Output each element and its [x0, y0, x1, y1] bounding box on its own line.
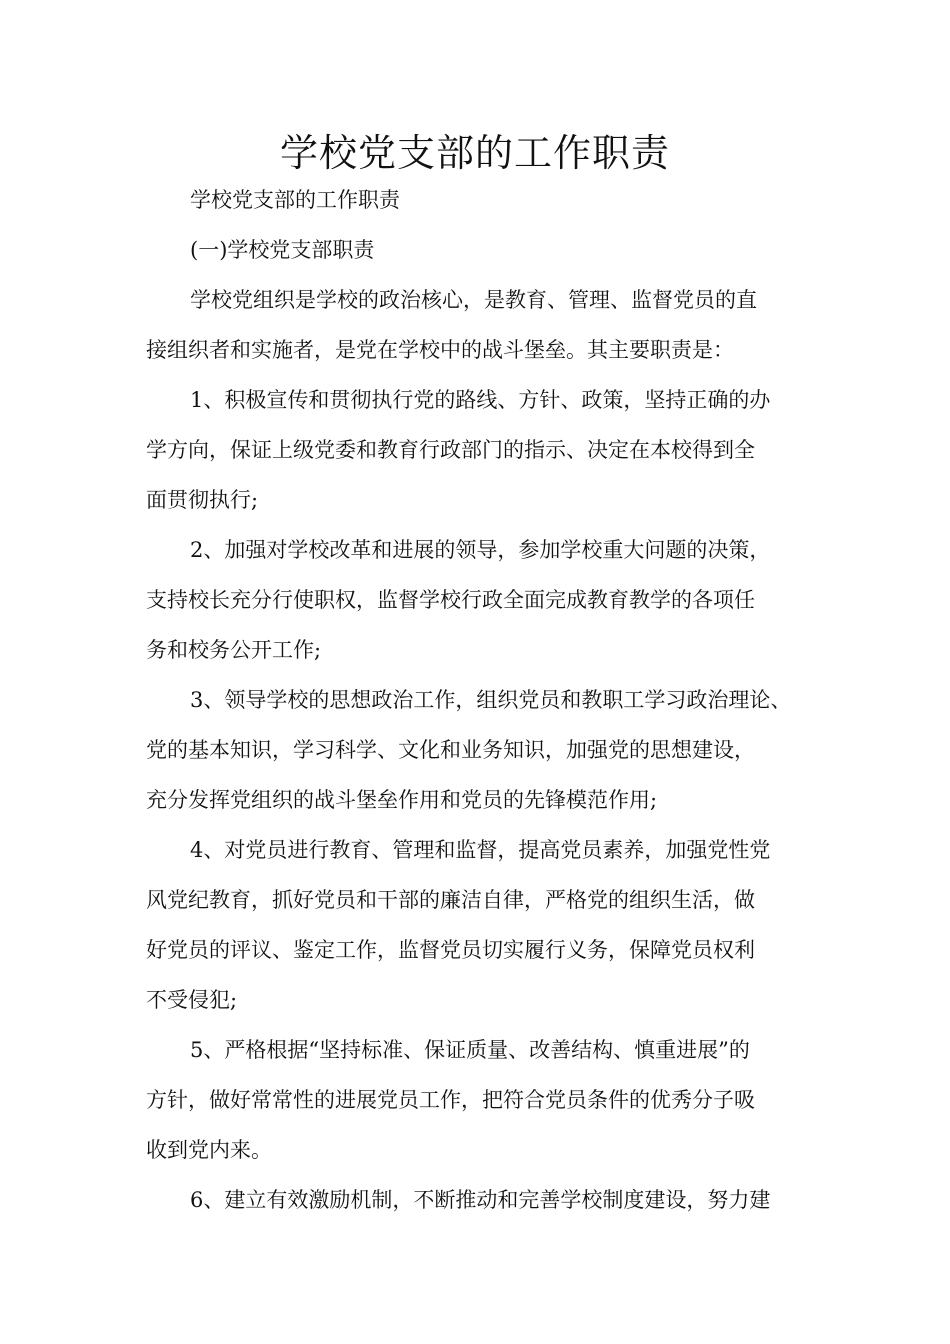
paragraph-line: 1、积极宣传和贯彻执行党的路线、方针、政策，坚持正确的办 [190, 388, 771, 412]
paragraph-line: 党的基本知识，学习科学、文化和业务知识，加强党的思想建设， [146, 738, 755, 762]
paragraph-line: 风党纪教育，抓好党员和干部的廉洁自律，严格党的组织生活，做 [146, 888, 755, 912]
document-title: 学校党支部的工作职责 [279, 131, 670, 175]
paragraph-line: 充分发挥党组织的战斗堡垒作用和党员的先锋模范作用; [146, 788, 658, 812]
paragraph-line: 6、建立有效激励机制，不断推动和完善学校制度建设，努力建 [190, 1188, 771, 1212]
section-heading: (一)学校党支部职责 [190, 238, 375, 262]
paragraph-line: 2、加强对学校改革和进展的领导，参加学校重大问题的决策， [190, 538, 771, 562]
paragraph-line: 4、对党员进行教育、管理和监督，提高党员素养，加强党性党 [190, 838, 771, 862]
subtitle-line: 学校党支部的工作职责 [190, 188, 400, 212]
paragraph-line: 好党员的评议、鉴定工作，监督党员切实履行义务，保障党员权利 [146, 938, 755, 962]
paragraph-line: 面贯彻执行; [146, 488, 259, 512]
paragraph-line: 学方向，保证上级党委和教育行政部门的指示、决定在本校得到全 [146, 438, 755, 462]
paragraph-line: 学校党组织是学校的政治核心，是教育、管理、监督党员的直 [190, 288, 757, 312]
paragraph-line: 方针，做好常常性的进展党员工作，把符合党员条件的优秀分子吸 [146, 1088, 755, 1112]
paragraph-line: 3、领导学校的思想政治工作，组织党员和教职工学习政治理论、 [190, 688, 792, 712]
paragraph-line: 接组织者和实施者，是党在学校中的战斗堡垒。其主要职责是： [146, 338, 734, 362]
paragraph-line: 收到党内来。 [146, 1138, 272, 1162]
paragraph-line: 支持校长充分行使职权，监督学校行政全面完成教育教学的各项任 [146, 588, 755, 612]
paragraph-line: 5、严格根据“坚持标准、保证质量、改善结构、慎重进展”的 [190, 1038, 750, 1062]
paragraph-line: 务和校务公开工作; [146, 638, 322, 662]
paragraph-line: 不受侵犯; [146, 988, 238, 1012]
